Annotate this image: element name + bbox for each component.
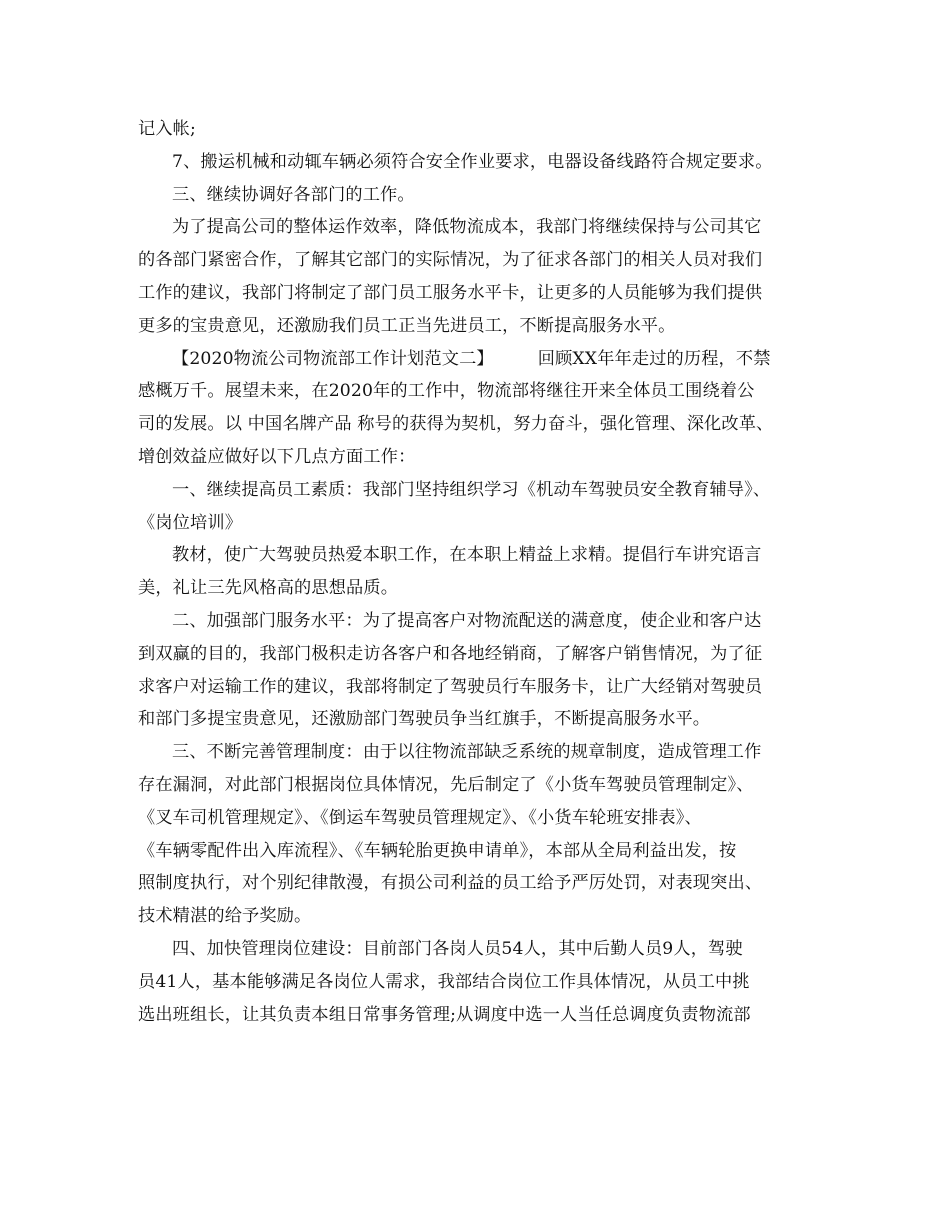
text-line: 选出班组长，让其负责本组日常事务管理;从调度中选一人当任总调度负责物流部	[138, 1004, 751, 1025]
text-line: 增创效益应做好以下几点方面工作：	[138, 446, 416, 467]
text-line: 为了提高公司的整体运作效率，降低物流成本，我部门将继续保持与公司其它	[172, 217, 762, 238]
text-line: 员41人，基本能够满足各岗位人需求，我部结合岗位工作具体情况，从员工中挑	[138, 971, 750, 992]
text-line: 《叉车司机管理规定》、《倒运车驾驶员管理规定》、《小货车轮班安排表》、	[138, 807, 702, 828]
text-line: 记入帐;	[138, 119, 196, 139]
text-line: 到双赢的目的，我部门极积走访各客户和各地经销商，了解客户销售情况，为了征	[138, 643, 763, 664]
text-line: 7、搬运机械和动辄车辆必须符合安全作业要求，电器设备线路符合规定要求。	[172, 151, 773, 172]
paragraph-coordination	[138, 211, 818, 342]
text-line: 一、继续提高员工素质：我部门坚持组织学习《机动车驾驶员安全教育辅导》、	[172, 479, 771, 500]
review-text: 回顾XX年年走过的历程，不禁	[537, 348, 771, 369]
text-line: 求客户对运输工作的建议，我部将制定了驾驶员行车服务卡，让广大经销对驾驶员	[138, 676, 763, 697]
paragraph-management-system	[138, 736, 818, 933]
text-line: 四、加快管理岗位建设：目前部门各岗人员54人，其中后勤人员9人，驾驶	[172, 938, 743, 959]
text-line	[138, 343, 818, 376]
document-body	[138, 113, 818, 1031]
section-heading-3	[138, 179, 818, 212]
text-line: 司的发展。以 中国名牌产品 称号的获得为契机，努力奋斗，强化管理、深化改革、	[138, 414, 774, 435]
text-line: 教材，使广大驾驶员热爱本职工作，在本职上精益上求精。提倡行车讲究语言	[172, 545, 762, 566]
paragraph-staff-quality	[138, 474, 818, 540]
text-line: 《车辆零配件出入库流程》、《车辆轮胎更换申请单》，本部从全局利益出发，按	[138, 840, 737, 861]
text-line: 三、继续协调好各部门的工作。	[172, 184, 415, 205]
paragraph-teaching-material	[138, 539, 818, 605]
text-line: 更多的宝贵意见，还激励我们员工正当先进员工，不断提高服务水平。	[138, 315, 676, 336]
paragraph-sample-two	[138, 343, 818, 474]
text-line: 美，礼让三先风格高的思想品质。	[138, 578, 399, 599]
text-line: 技术精湛的给予奖励。	[138, 906, 312, 927]
paragraph-continuation	[138, 113, 818, 146]
text-line: 《岗位培训》	[138, 512, 243, 533]
paragraph-post-construction	[138, 933, 818, 1031]
text-line: 的各部门紧密合作，了解其它部门的实际情况，为了征求各部门的相关人员对我们	[138, 250, 763, 271]
paragraph-service-level	[138, 605, 818, 736]
paragraph-item-7	[138, 146, 818, 179]
text-line: 三、不断完善管理制度：由于以往物流部缺乏系统的规章制度，造成管理工作	[172, 742, 762, 763]
text-line: 感概万千。展望未来，在2020年的工作中，物流部将继往开来全体员工围绕着公	[138, 381, 755, 402]
sample-title: 【2020物流公司物流部工作计划范文二】	[172, 348, 494, 369]
text-line: 工作的建议，我部门将制定了部门员工服务水平卡，让更多的人员能够为我们提供	[138, 282, 763, 303]
text-line: 照制度执行，对个别纪律散漫，有损公司利益的员工给予严厉处罚，对表现突出、	[138, 873, 763, 894]
text-line: 存在漏洞，对此部门根据岗位具体情况，先后制定了《小货车驾驶员管理制定》、	[138, 774, 754, 795]
text-line: 二、加强部门服务水平：为了提高客户对物流配送的满意度，使企业和客户达	[172, 610, 762, 631]
text-line: 和部门多提宝贵意见，还激励部门驾驶员争当红旗手，不断提高服务水平。	[138, 709, 711, 730]
